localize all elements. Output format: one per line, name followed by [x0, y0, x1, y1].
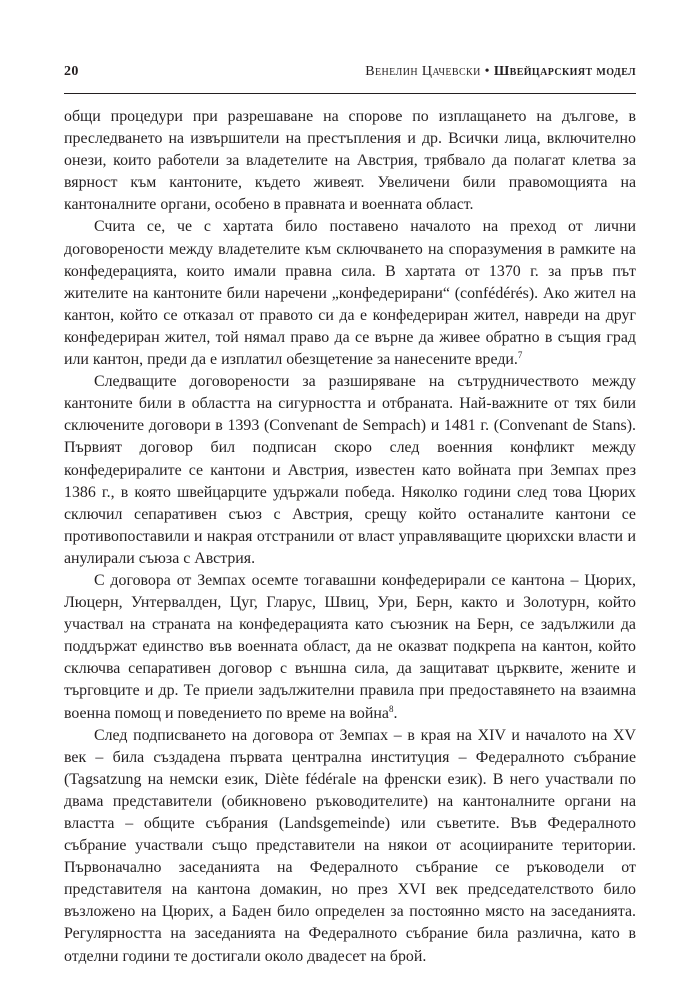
paragraph [64, 216, 636, 371]
author-name: Венелин Цачевски [365, 64, 481, 79]
paragraph-tail: . [393, 704, 398, 722]
footnote-marker: 8 [388, 703, 394, 714]
running-title [365, 64, 636, 80]
book-title: Швейцарският модел [493, 64, 636, 79]
footnote-marker: 7 [517, 350, 523, 361]
paragraph [64, 570, 636, 725]
paragraph-text: общи процедури при разрешаване на спорове по изплащането на дългове, в преследването на извършители на престъпления и др. Всички лица, включително онези, които работели за владетелите на Австрия, трябвало да полагат клетва за вярност към кантоните, където живеят. Увеличени били правомощията на кантоналните органи, особено в правната и военната област. [64, 108, 636, 214]
body-text [64, 106, 636, 968]
paragraph-text: С договора от Земпах осемте тогавашни конфедерирали се кантона – Цюрих, Люцерн, Унтервалден, Цуг, Гларус, Швиц, Ури, Берн, както и Золотурн, който участвал на страната на конфедерацията като съюзник на Берн, се задължили да поддържат единство във военната област, да не оказват подкрепа на кантон, който сключва сепаративен договор с външна сила, да защитават църквите, жените и търговците и др. Те приели задължителни правила при предоставянето на взаимна военна помощ и поведението по време на война [64, 571, 636, 722]
paragraph [64, 371, 636, 570]
page-number: 20 [64, 64, 79, 79]
paragraph-text: След подписването на договора от Земпах – в края на XIV и началото на XV век – била създадена първата централна институция – Федералното събрание (Tagsatzung на немски език, Diète fédérale на френски език). В него участвали по двама представители (обикновено ръководителите) на кантоналните органи на властта – общите събрания (Landsgemeinde) или съветите. Във Федералното събрание участвали също представители на някои от асоциираните територии. Първоначално заседанията на Федералното събрание се ръководели от представителя на кантона домакин, но през XVI век председателството било възложено на Цюрих, а Баден било определен за постоянно място на заседанията. Регулярността на заседанията на Федералното събрание била различна, като в отделни години те достигали около двадесет на брой. [64, 726, 636, 965]
paragraph [64, 725, 636, 968]
paragraph-text: Следващите договорености за разширяване на сътрудничеството между кантоните били в областта на сигурността и отбраната. Най-важните от тях били сключените договори в 1393 (Convenant de Sempach) и 1481 г. (Convenant de Stans). Първият договор бил подписан скоро след военния конфликт между конфедериралите се кантони и Австрия, известен като войната при Земпах през 1386 г., в която швейцарците удържали победа. Няколко години след това Цюрих сключил сепаративен съюз с Австрия, срещу който останалите кантони се противопоставили и накрая отстранили от власт управляващите цюрихски власти и анулирали съюза с Австрия. [64, 373, 636, 567]
running-head [64, 64, 636, 94]
paragraph-text: Счита се, че с хартата било поставено началото на преход от лични договорености между владетелите към сключването на споразумения в рамките на конфедерацията, които имали правна сила. В хартата от 1370 г. за пръв път жителите на кантоните били наречени „конфедерирани“ (confédérés). Ако жител на кантон, който се отказал от правото си да е конфедериран жител, навреди на друг конфедериран жител, той нямал право да се върне да живее обратно в същия град или кантон, преди да е изплатил обезщетение за нанесените вреди. [64, 218, 636, 369]
book-page [64, 64, 636, 968]
paragraph-continuation [64, 106, 636, 216]
header-separator: • [480, 64, 494, 79]
